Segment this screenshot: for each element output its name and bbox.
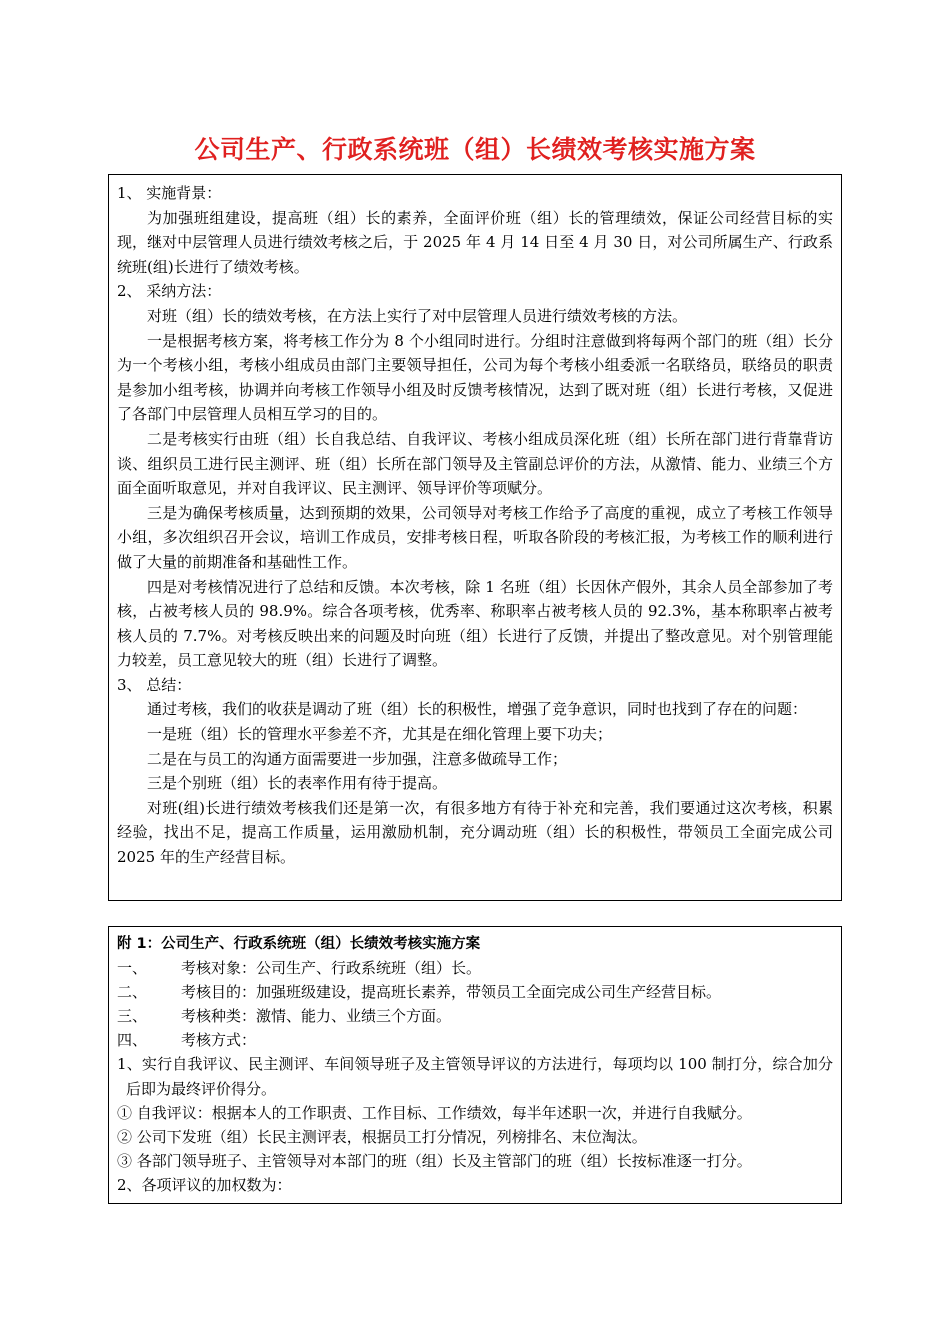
method-paragraph: 2、各项评议的加权数为：	[117, 1175, 292, 1194]
appendix-heading: 附 1：公司生产、行政系统班（组）长绩效考核实施方案	[117, 936, 481, 952]
page-title: 公司生产、行政系统班（组）长绩效考核实施方案	[194, 135, 756, 164]
section-heading-summary: 3、 总结：	[117, 675, 192, 694]
sub-item: ③ 各部门领导班子、主管领导对本部门的班（组）长及主管部门的班（组）长按标准逐一打分。	[117, 1151, 752, 1170]
paragraph: 二是考核实行由班（组）长自我总结、自我评议、考核小组成员深化班（组）长所在部门进行背靠背访谈、组织员工进行民主测评、班（组）长所在部门领导及主管副总评价的方法，从激情、能力、业绩三个方面全面听取意见，并对自我评议、民主测评、领导评价等项赋分。	[117, 429, 833, 498]
item-number: 一、	[117, 959, 148, 978]
section-heading-background: 1、 实施背景：	[117, 184, 222, 202]
list-item	[117, 980, 833, 1004]
report-body	[108, 174, 842, 901]
list-item	[117, 1028, 833, 1052]
paragraph: 四是对考核情况进行了总结和反馈。本次考核，除 1 名班（组）长因休产假外，其余人员全部参加了考核，占被考核人员的 98.9%。综合各项考核，优秀率、称职率占被考核人员的 92.3%，基本称职率占被考核人员的 7.7%。对考核反映出来的问题及时向班（组）长进行了反馈，并提出了整改意见。对个别管理能力较差，员工意见较大的班（组）长进行了调整。	[117, 577, 833, 670]
paragraph: 一是根据考核方案，将考核工作分为 8 个小组同时进行。分组时注意做到将每两个部门的班（组）长分为一个考核小组，考核小组成员由部门主要领导担任，公司为每个考核小组委派一名联络员，联络员的职责是参加小组考核，协调并向考核工作领导小组及时反馈考核情况，达到了既对班（组）长进行考核，又促进了各部门中层管理人员相互学习的目的。	[117, 331, 833, 424]
paragraph: 三是为确保考核质量，达到预期的效果，公司领导对考核工作给予了高度的重视，成立了考核工作领导小组，多次组织召开会议，培训工作成员，安排考核日程，听取各阶段的考核汇报，为考核工作的顺利进行做了大量的前期准备和基础性工作。	[117, 503, 833, 571]
item-number: 三、	[117, 1007, 148, 1026]
item-text: 考核种类：激情、能力、业绩三个方面。	[181, 1007, 452, 1026]
list-item	[117, 1004, 833, 1028]
item-number: 二、	[117, 983, 148, 1002]
paragraph: 一是班（组）长的管理水平参差不齐，尤其是在细化管理上要下功夫；	[147, 725, 613, 744]
method-paragraph: 1、实行自我评议、民主测评、车间领导班子及主管领导评议的方法进行，每项均以 100 制打分，综合加分后即为最终评价得分。	[117, 1055, 833, 1098]
item-text: 考核方式：	[181, 1031, 257, 1050]
paragraph: 对班（组）长的绩效考核，在方法上实行了对中层管理人员进行绩效考核的方法。	[147, 306, 688, 325]
paragraph: 对班(组)长进行绩效考核我们还是第一次，有很多地方有待于补充和完善，我们要通过这次考核，积累经验，找出不足，提高工作质量，运用激励机制，充分调动班（组）长的积极性，带领员工全面完成公司 2025 年的生产经营目标。	[117, 798, 833, 867]
item-number: 四、	[117, 1031, 148, 1050]
paragraph: 二是在与员工的沟通方面需要进一步加强，注意多做疏导工作；	[147, 749, 568, 768]
paragraph: 为加强班组建设，提高班（组）长的素养，全面评价班（组）长的管理绩效，保证公司经营目标的实现，继对中层管理人员进行绩效考核之后，于 2025 年 4 月 14 日至 4 月 30 日，对公司所属生产、行政系统班(组)长进行了绩效考核。	[117, 208, 833, 276]
paragraph: 三是个别班（组）长的表率作用有待于提高。	[147, 774, 448, 793]
list-item	[117, 956, 833, 980]
item-text: 考核对象：公司生产、行政系统班（组）长。	[181, 959, 482, 978]
appendix-box	[108, 926, 842, 1204]
section-heading-method: 2、 采纳方法：	[117, 282, 222, 301]
sub-item: ① 自我评议：根据本人的工作职责、工作目标、工作绩效，每半年述职一次，并进行自我赋分。	[117, 1103, 752, 1122]
paragraph: 通过考核，我们的收获是调动了班（组）长的积极性，增强了竞争意识，同时也找到了存在的问题：	[147, 700, 808, 719]
item-text: 考核目的：加强班级建设，提高班长素养，带领员工全面完成公司生产经营目标。	[181, 983, 722, 1002]
sub-item: ② 公司下发班（组）长民主测评表，根据员工打分情况，列榜排名、末位淘汰。	[117, 1127, 647, 1146]
